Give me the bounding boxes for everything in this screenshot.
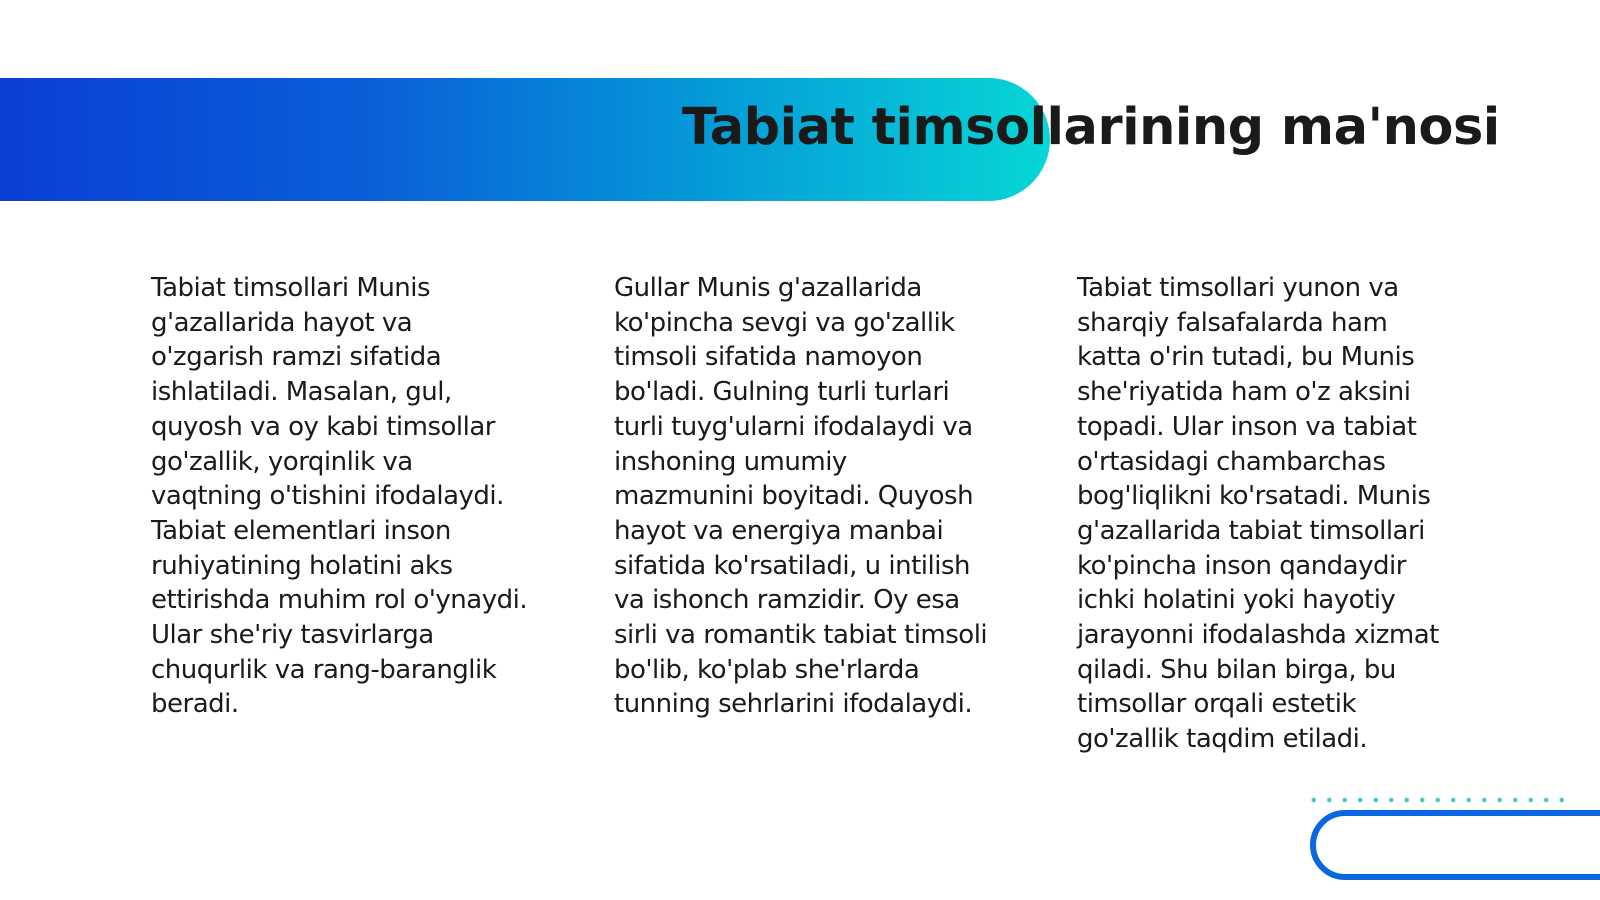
- text-column-2: Gullar Munis g'azallarida ko'pincha sevgi va go'zallik timsoli sifatida namoyon bo'ladi. Gulning turli turlari turli tuyg'ularni ifodalaydi va inshoning umumiy mazmunini boyitadi. Quyosh hayot va energiya manbai sifatida ko'rsatiladi, u intilish va ishonch ramzidir. Oy esa sirli va romantik tabiat timsoli bo'lib, ko'plab she'rlarda tunning sehrlarini ifodalaydi.: [614, 273, 988, 720]
- text-column-1: Tabiat timsollari Munis g'azallarida hayot va o'zgarish ramzi sifatida ishlatiladi. Masalan, gul, quyosh va oy kabi timsollar go'zallik, yorqinlik va vaqtning o'tishini ifodalaydi. Tabiat elementlari inson ruhiyatining holatini aks ettirishda muhim rol o'ynaydi. Ular she'riy tasvirlarga chuqurlik va rang-baranglik beradi.: [151, 273, 528, 720]
- slide-title: Tabiat timsollarining ma'nosi: [682, 98, 1500, 157]
- decorative-dots: [1306, 797, 1566, 803]
- decorative-outline-pill: [1310, 810, 1600, 880]
- text-column-3: Tabiat timsollari yunon va sharqiy falsafalarda ham katta o'rin tutadi, bu Munis she'riyatida ham o'z aksini topadi. Ular inson va tabiat o'rtasidagi chambarchas bog'liqlikni ko'rsatadi. Munis g'azallarida tabiat timsollari ko'pincha inson qandaydir ichki holatini yoki hayotiy jarayonni ifodalashda xizmat qiladi. Shu bilan birga, bu timsollar orqali estetik go'zallik taqdim etiladi.: [1077, 273, 1439, 755]
